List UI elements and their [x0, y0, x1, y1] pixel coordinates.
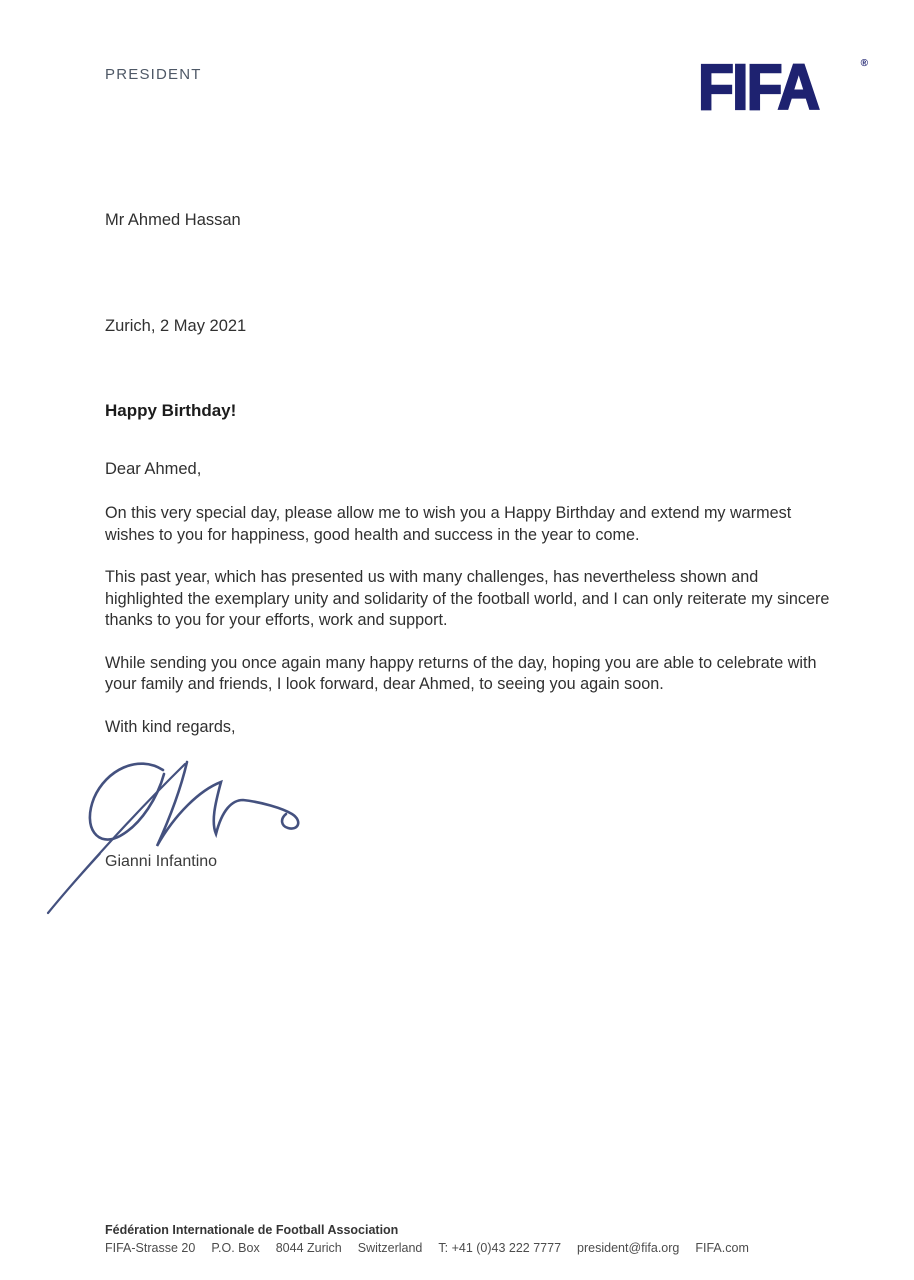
- footer-phone: T: +41 (0)43 222 7777: [438, 1241, 562, 1255]
- recipient-name: Mr Ahmed Hassan: [105, 211, 241, 229]
- footer-website: FIFA.com: [695, 1241, 749, 1255]
- footer-contact-line: [105, 1239, 749, 1257]
- footer-country: Switzerland: [357, 1241, 423, 1255]
- signature-handwriting-icon: [30, 750, 330, 930]
- fifa-logo-text: FIFA: [698, 51, 819, 123]
- dateline: Zurich, 2 May 2021: [105, 317, 247, 335]
- paragraph-3: While sending you once again many happy returns of the day, hoping you are able to celebrate with your family and friends, I look forward, dear Ahmed, to seeing you again soon.: [105, 653, 817, 693]
- closing-line: With kind regards,: [105, 717, 236, 736]
- president-label: PRESIDENT: [105, 66, 202, 83]
- signatory-name: Gianni Infantino: [105, 853, 218, 870]
- registered-trademark-icon: ®: [860, 58, 868, 69]
- signature-block: [30, 750, 330, 930]
- footer-organization: Fédération Internationale de Football Association: [105, 1223, 399, 1237]
- salutation: Dear Ahmed,: [105, 460, 202, 478]
- footer: [105, 1221, 749, 1257]
- letter-body: [105, 503, 837, 759]
- footer-po-box: P.O. Box: [211, 1241, 260, 1255]
- paragraph-2: This past year, which has presented us with many challenges, has nevertheless shown and highlighted the exemplary unity and solidarity of the football world, and I can only reiterate my sincere thanks to you for your efforts, work and support.: [105, 568, 830, 629]
- fifa-logo: [698, 51, 874, 123]
- footer-city: 8044 Zurich: [275, 1241, 342, 1255]
- paragraph-1: On this very special day, please allow me to wish you a Happy Birthday and extend my warmest wishes to you for happiness, good health and success in the year to come.: [105, 504, 792, 544]
- footer-email: president@fifa.org: [577, 1241, 680, 1255]
- footer-street: FIFA-Strasse 20: [105, 1241, 196, 1255]
- subject-line: Happy Birthday!: [105, 401, 237, 420]
